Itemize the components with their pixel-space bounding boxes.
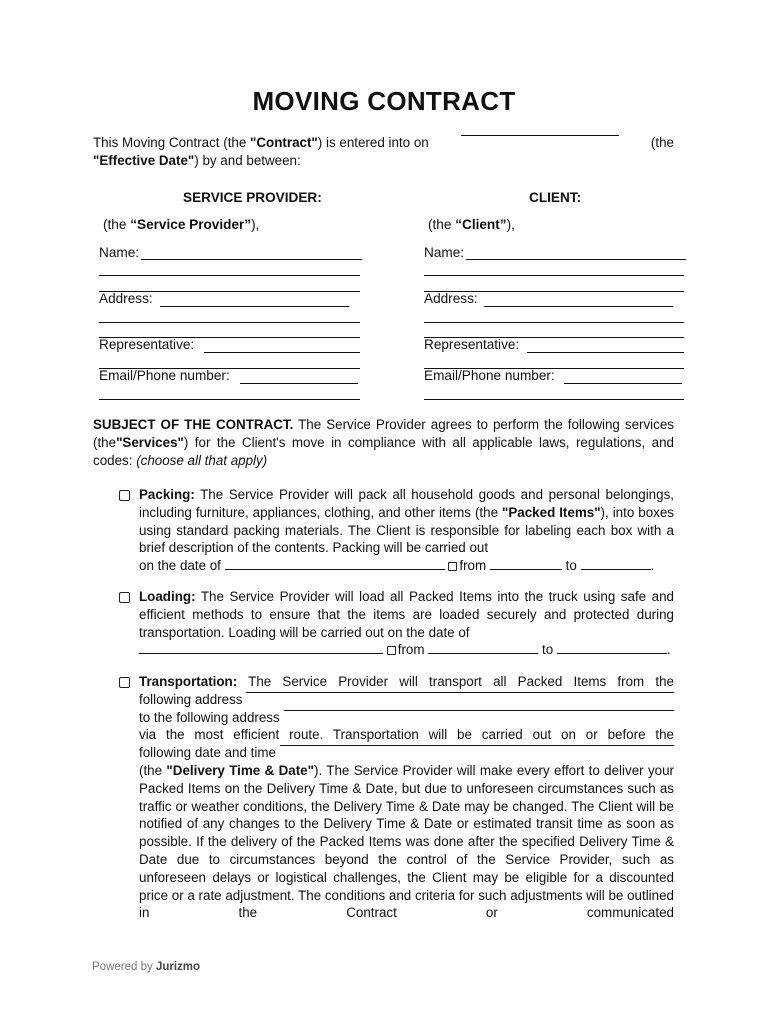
provider-representative-label: Representative: [99, 337, 195, 352]
loading-from-checkbox[interactable] [387, 646, 396, 655]
client-name-label: Name: [424, 245, 465, 260]
page-title: MOVING CONTRACT [252, 86, 516, 116]
subject-paragraph: SUBJECT OF THE CONTRACT. The Service Provider agrees to perform the following services (the"Services") for the Client's move in compliance with all applicable laws, regulations, and codes: (choose all that apply) [93, 417, 674, 468]
provider-email-field[interactable] [240, 383, 358, 384]
client-representative-label: Representative: [424, 337, 520, 352]
client-email-field[interactable] [564, 383, 682, 384]
transportation-item: Transportation: The Service Provider will transport all Packed Items from the following address to the following address via the most efficient route. Transportation will be carried out on or before the following date and time (the "Delivery Time & Date"). The Service Provider will make every effort to deliver your Packed Items on the Delivery Time & Date, but due to unforeseen circumstances such as traffic or weather conditions, the Delivery Time & Date may be changed. The Client will be notified of any changes to the Delivery Time & Date or estimated transit time as soon as possible. If the delivery of the Packed Items was done after the specified Delivery Time & Date due to circumstances beyond the control of the Service Provider, such as unforeseen delays or logistical challenges, the Client may be eligible for a discounted price or a rate adjustment. The conditions and criteria for such adjustments will be outlined in the Contract or communicated [139, 674, 674, 921]
loading-date-field[interactable] [139, 652, 383, 654]
loading-to-field[interactable] [557, 652, 667, 654]
packing-to-field[interactable] [581, 568, 651, 570]
client-address-line-2[interactable] [424, 322, 684, 323]
packing-date-field[interactable] [225, 568, 445, 570]
transport-to-address-field[interactable] [284, 709, 674, 711]
transport-datetime-field[interactable] [280, 744, 674, 746]
client-name-line-2[interactable] [424, 275, 684, 276]
provider-name-field[interactable] [141, 259, 362, 260]
client-name-field[interactable] [466, 259, 686, 260]
client-email-label: Email/Phone number: [424, 368, 555, 383]
client-email-line-2[interactable] [424, 399, 684, 400]
intro-paragraph: This Moving Contract (the "Contract") is entered into on (the "Effective Date") by and between: [93, 135, 674, 168]
transportation-checkbox[interactable] [119, 677, 130, 688]
provider-name-line-2[interactable] [99, 275, 360, 276]
packing-date-line: on the date of from to . [139, 558, 655, 574]
provider-email-label: Email/Phone number: [99, 368, 230, 383]
packing-item: Packing: The Service Provider will pack all household goods and personal belongings, including furniture, appliances, clothing, and other items (the "Packed Items"), into boxes using standard packing materials. The Client is responsible for labeling each box with a brief description of the contents. Packing will be carried out on the date of from to . [139, 487, 674, 574]
jurizmo-brand: Jurizmo [155, 961, 201, 973]
loading-from-field[interactable] [428, 652, 538, 654]
provider-email-line-2[interactable] [99, 399, 360, 400]
client-representative-field[interactable] [527, 352, 684, 353]
loading-item: Loading: The Service Provider will load all Packed Items into the truck using safe and efficient methods to ensure that the items are loaded securely and protected during transportation. Loading will be carried out on the date of from to . [139, 589, 674, 658]
service-provider-designation: (the “Service Provider”), [103, 217, 260, 232]
transport-from-address-field[interactable] [246, 691, 674, 693]
provider-address-field[interactable] [160, 306, 349, 307]
packing-checkbox[interactable] [119, 490, 130, 501]
loading-date-line: from to . [139, 641, 674, 659]
client-designation: (the “Client”), [428, 217, 515, 232]
packing-from-checkbox[interactable] [448, 562, 457, 571]
provider-address-label: Address: [99, 291, 153, 306]
powered-by-footer: Powered by Jurizmo [92, 961, 201, 973]
provider-address-line-2[interactable] [99, 322, 360, 323]
client-heading: CLIENT: [529, 190, 582, 205]
client-address-field[interactable] [484, 306, 673, 307]
service-provider-heading: SERVICE PROVIDER: [183, 190, 322, 205]
effective-date-field[interactable] [461, 134, 619, 136]
packing-from-field[interactable] [490, 568, 562, 570]
loading-checkbox[interactable] [119, 592, 130, 603]
provider-representative-field[interactable] [204, 352, 360, 353]
provider-name-label: Name: [99, 245, 140, 260]
client-address-label: Address: [424, 291, 478, 306]
